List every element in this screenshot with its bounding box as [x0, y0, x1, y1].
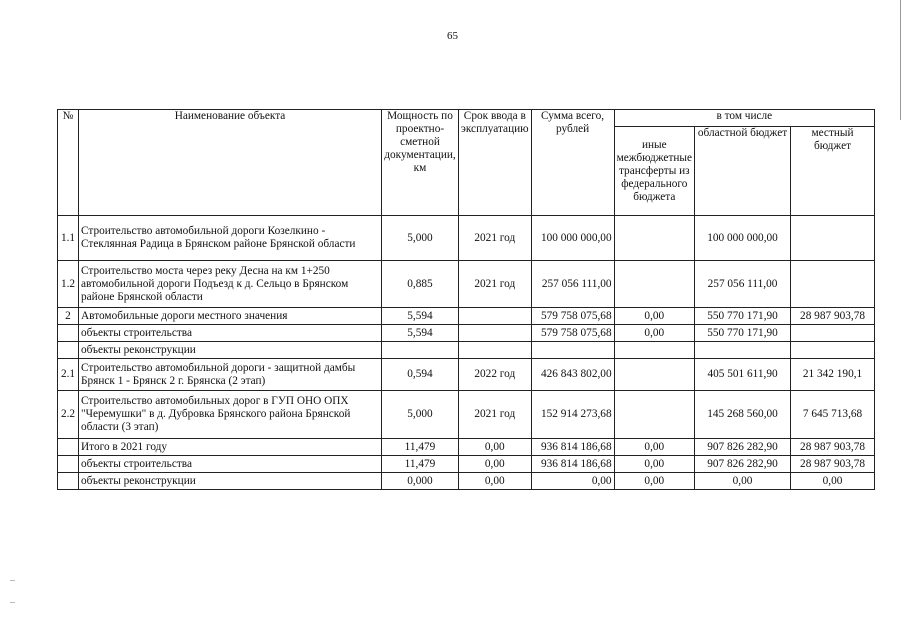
- cell-local: [791, 325, 875, 342]
- cell-num: [58, 342, 79, 359]
- cell-capacity: 0,885: [382, 261, 459, 308]
- cell-local: [791, 342, 875, 359]
- cell-regional: 100 000 000,00: [695, 216, 791, 261]
- cell-regional: 257 056 111,00: [695, 261, 791, 308]
- cell-term: [459, 308, 532, 325]
- table-row: [58, 261, 875, 308]
- cell-term: [459, 325, 532, 342]
- cell-name: Итого в 2021 году: [79, 439, 382, 456]
- cell-total: 257 056 111,00: [531, 261, 614, 308]
- cell-term: 2022 год: [459, 359, 532, 391]
- cell-regional: 550 770 171,90: [695, 308, 791, 325]
- cell-other: 0,00: [614, 456, 694, 473]
- cell-local: 28 987 903,78: [791, 308, 875, 325]
- scan-mark: [10, 602, 15, 603]
- table-row: [58, 342, 875, 359]
- table-row: [58, 325, 875, 342]
- cell-name: объекты реконструкции: [79, 473, 382, 490]
- cell-num: 2.1: [58, 359, 79, 391]
- cell-regional: 0,00: [695, 473, 791, 490]
- cell-name: Строительство автомобильной дороги Козелкино - Стеклянная Радица в Брянском районе Брянской области: [79, 216, 382, 261]
- cell-total: 0,00: [531, 473, 614, 490]
- cell-local: 28 987 903,78: [791, 456, 875, 473]
- cell-term: [459, 342, 532, 359]
- cell-total: [531, 342, 614, 359]
- cell-term: 2021 год: [459, 216, 532, 261]
- cell-term: 2021 год: [459, 391, 532, 439]
- cell-other: 0,00: [614, 439, 694, 456]
- header-local-budget: местный бюджет: [791, 127, 875, 216]
- cell-num: 1.2: [58, 261, 79, 308]
- cell-total: 100 000 000,00: [531, 216, 614, 261]
- cell-regional: 405 501 611,90: [695, 359, 791, 391]
- cell-capacity: 0,000: [382, 473, 459, 490]
- cell-name: Строительство моста через реку Десна на км 1+250 автомобильной дороги Подъезд к д. Сельцо в Брянском районе Брянской области: [79, 261, 382, 308]
- table-row: [58, 308, 875, 325]
- scan-edge: [900, 0, 901, 120]
- cell-regional: [695, 342, 791, 359]
- cell-total: 152 914 273,68: [531, 391, 614, 439]
- cell-other: [614, 261, 694, 308]
- header-including: в том числе: [614, 110, 874, 127]
- cell-local: 28 987 903,78: [791, 439, 875, 456]
- cell-other: [614, 359, 694, 391]
- cell-term: 0,00: [459, 473, 532, 490]
- cell-total: 936 814 186,68: [531, 439, 614, 456]
- cell-num: 2: [58, 308, 79, 325]
- cell-num: [58, 439, 79, 456]
- cell-term: 2021 год: [459, 261, 532, 308]
- cell-name: объекты строительства: [79, 456, 382, 473]
- cell-capacity: [382, 342, 459, 359]
- header-capacity: Мощность по проектно-сметной документации, км: [382, 110, 459, 216]
- cell-regional: 907 826 282,90: [695, 456, 791, 473]
- cell-total: 579 758 075,68: [531, 308, 614, 325]
- cell-num: 1.1: [58, 216, 79, 261]
- cell-capacity: 11,479: [382, 439, 459, 456]
- header-num: №: [58, 110, 79, 216]
- cell-name: объекты реконструкции: [79, 342, 382, 359]
- cell-local: 7 645 713,68: [791, 391, 875, 439]
- cell-total: 426 843 802,00: [531, 359, 614, 391]
- cell-other: 0,00: [614, 308, 694, 325]
- cell-num: [58, 325, 79, 342]
- objects-table: [57, 109, 875, 490]
- page-number: 65: [447, 30, 458, 42]
- cell-total: 936 814 186,68: [531, 456, 614, 473]
- cell-other: [614, 342, 694, 359]
- cell-other: [614, 216, 694, 261]
- cell-capacity: 11,479: [382, 456, 459, 473]
- header-term: Срок ввода в эксплуатацию: [459, 110, 532, 216]
- cell-capacity: 5,594: [382, 325, 459, 342]
- table-row: [58, 456, 875, 473]
- header-name: Наименование объекта: [79, 110, 382, 216]
- cell-local: [791, 216, 875, 261]
- header-regional-budget: областной бюджет: [695, 127, 791, 216]
- cell-local: 21 342 190,1: [791, 359, 875, 391]
- cell-other: 0,00: [614, 473, 694, 490]
- cell-name: объекты строительства: [79, 325, 382, 342]
- table-row: [58, 473, 875, 490]
- cell-term: 0,00: [459, 456, 532, 473]
- table-row: [58, 439, 875, 456]
- cell-regional: 145 268 560,00: [695, 391, 791, 439]
- scan-mark: [10, 580, 15, 581]
- cell-num: [58, 456, 79, 473]
- header-sum-total: Сумма всего, рублей: [531, 110, 614, 216]
- cell-term: 0,00: [459, 439, 532, 456]
- header-other-transfers: иные межбюджетные трансферты из федерального бюджета: [614, 127, 694, 216]
- cell-other: 0,00: [614, 325, 694, 342]
- table-row: [58, 216, 875, 261]
- cell-num: [58, 473, 79, 490]
- table-row: [58, 359, 875, 391]
- cell-capacity: 0,594: [382, 359, 459, 391]
- cell-other: [614, 391, 694, 439]
- header-row: [58, 110, 875, 127]
- cell-capacity: 5,000: [382, 216, 459, 261]
- cell-num: 2.2: [58, 391, 79, 439]
- cell-total: 579 758 075,68: [531, 325, 614, 342]
- cell-name: Строительство автомобильных дорог в ГУП ОНО ОПХ "Черемушки" в д. Дубровка Брянского района Брянской области (3 этап): [79, 391, 382, 439]
- table-row: [58, 391, 875, 439]
- cell-name: Автомобильные дороги местного значения: [79, 308, 382, 325]
- cell-capacity: 5,000: [382, 391, 459, 439]
- cell-local: [791, 261, 875, 308]
- cell-capacity: 5,594: [382, 308, 459, 325]
- cell-regional: 907 826 282,90: [695, 439, 791, 456]
- cell-name: Строительство автомобильной дороги - защитной дамбы Брянск 1 - Брянск 2 г. Брянска (2 этап): [79, 359, 382, 391]
- cell-regional: 550 770 171,90: [695, 325, 791, 342]
- cell-local: 0,00: [791, 473, 875, 490]
